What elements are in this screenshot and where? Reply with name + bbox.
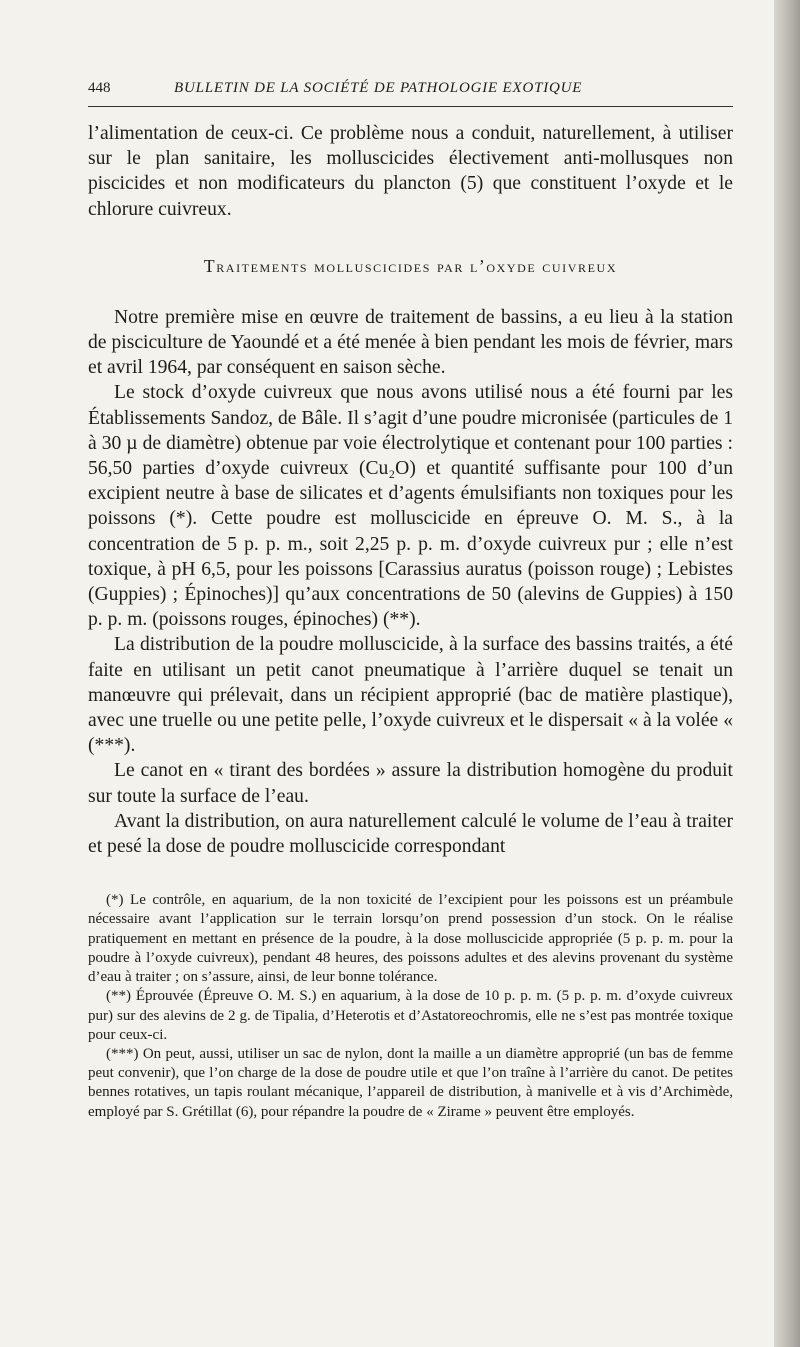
running-header (88, 78, 733, 102)
footnote: (*) Le contrôle, en aquarium, de la non toxicité de l’excipient pour les poissons est un préambule nécessaire avant l’application sur le terrain lorsqu’on prend possession d’un stock. On le réalise pratiquement en mettant en présence de la poudre, à la dose molluscicide appropriée (5 p. p. m. pour la poudre à l’oxyde cuivreux), pendant 48 heures, des poissons adultes et des alevins provenant du système d’eau à traiter ; on s’assure, ainsi, de leur bonne tolérance. (88, 892, 733, 986)
document-page (88, 78, 733, 1122)
body-paragraph: Le stock d’oxyde cuivreux que nous avons utilisé nous a été fourni par les Établissements Sandoz, de Bâle. Il s’agit d’une poudre micronisée (particules de 1 à 30 µ de diamètre) obtenue par voie électrolytique et contenant pour 100 parties : 56,50 parties d’oxyde cuivreux (Cu₂O) et quantité suffisante pour 100 d’un excipient neutre à base de silicates et d’agents émulsifiants non toxiques pour les poissons (*). Cette poudre est molluscicide en épreuve O. M. S., à la concentration de 5 p. p. m., soit 2,25 p. p. m. d’oxyde cuivreux pur ; elle n’est toxique, à pH 6,5, pour les poissons [Carassius auratus (poisson rouge) ; Lebistes (Guppies) ; Épinoches)] qu’aux concentrations de 50 (alevins de Guppies) à 150 p. p. m. (poissons rouges, épinoches) (**). (88, 382, 733, 631)
scan-page-edge (774, 0, 800, 1347)
body-paragraph: l’alimentation de ceux-ci. Ce problème nous a conduit, naturellement, à utiliser sur le plan sanitaire, les molluscicides électivement anti-mollusques non piscicides et non modificateurs du plancton (5) que constituent l’oxyde et le chlorure cuivreux. (88, 123, 733, 220)
body-paragraph: Notre première mise en œuvre de traitement de bassins, a eu lieu à la station de pisciculture de Yaoundé et a été menée à bien pendant les mois de février, mars et avril 1964, par conséquent en saison sèche. (88, 306, 733, 379)
section-title: Traitements molluscicides par l’oxyde cuivreux (203, 255, 618, 276)
footnote: (***) On peut, aussi, utiliser un sac de nylon, dont la maille a un diamètre approprié (un bas de femme peut convenir), que l’on charge de la dose de poudre utile et que l’on traîne à l’arrière du canot. De petites bennes rotatives, un tapis roulant mécanique, l’appareil de distribution, à manivelle et à vis d’Archimède, employé par S. Grétillat (6), pour répandre la poudre de « Zirame » peuvent être employés. (88, 1045, 733, 1120)
page-number: 448 (88, 80, 111, 96)
body-paragraph: La distribution de la poudre molluscicide, à la surface des bassins traités, a été faite en utilisant un petit canot pneumatique à l’arrière duquel se tenait un manœuvre qui prélevait, dans un récipient approprié (bac de matière plastique), avec une truelle ou une petite pelle, l’oxyde cuivreux et le dispersait « à la volée « (***). (88, 634, 733, 757)
body-paragraph: Le canot en « tirant des bordées » assure la distribution homogène du produit sur toute la surface de l’eau. (88, 760, 733, 807)
footnotes (88, 891, 733, 1121)
body-paragraph: Avant la distribution, on aura naturellement calculé le volume de l’eau à traiter et pesé la dose de poudre molluscicide correspondant (88, 810, 733, 858)
header-rule (88, 106, 733, 107)
running-title: BULLETIN DE LA SOCIÉTÉ DE PATHOLOGIE EXOTIQUE (174, 80, 583, 96)
footnote: (**) Éprouvée (Épreuve O. M. S.) en aquarium, à la dose de 10 p. p. m. (5 p. p. m. d’oxyde cuivreux pur) sur des alevins de 2 g. de Tipalia, d’Heterotis et d’Astatoreochromis, elle ne s’est pas montrée toxique pour ceux-ci. (88, 988, 733, 1043)
